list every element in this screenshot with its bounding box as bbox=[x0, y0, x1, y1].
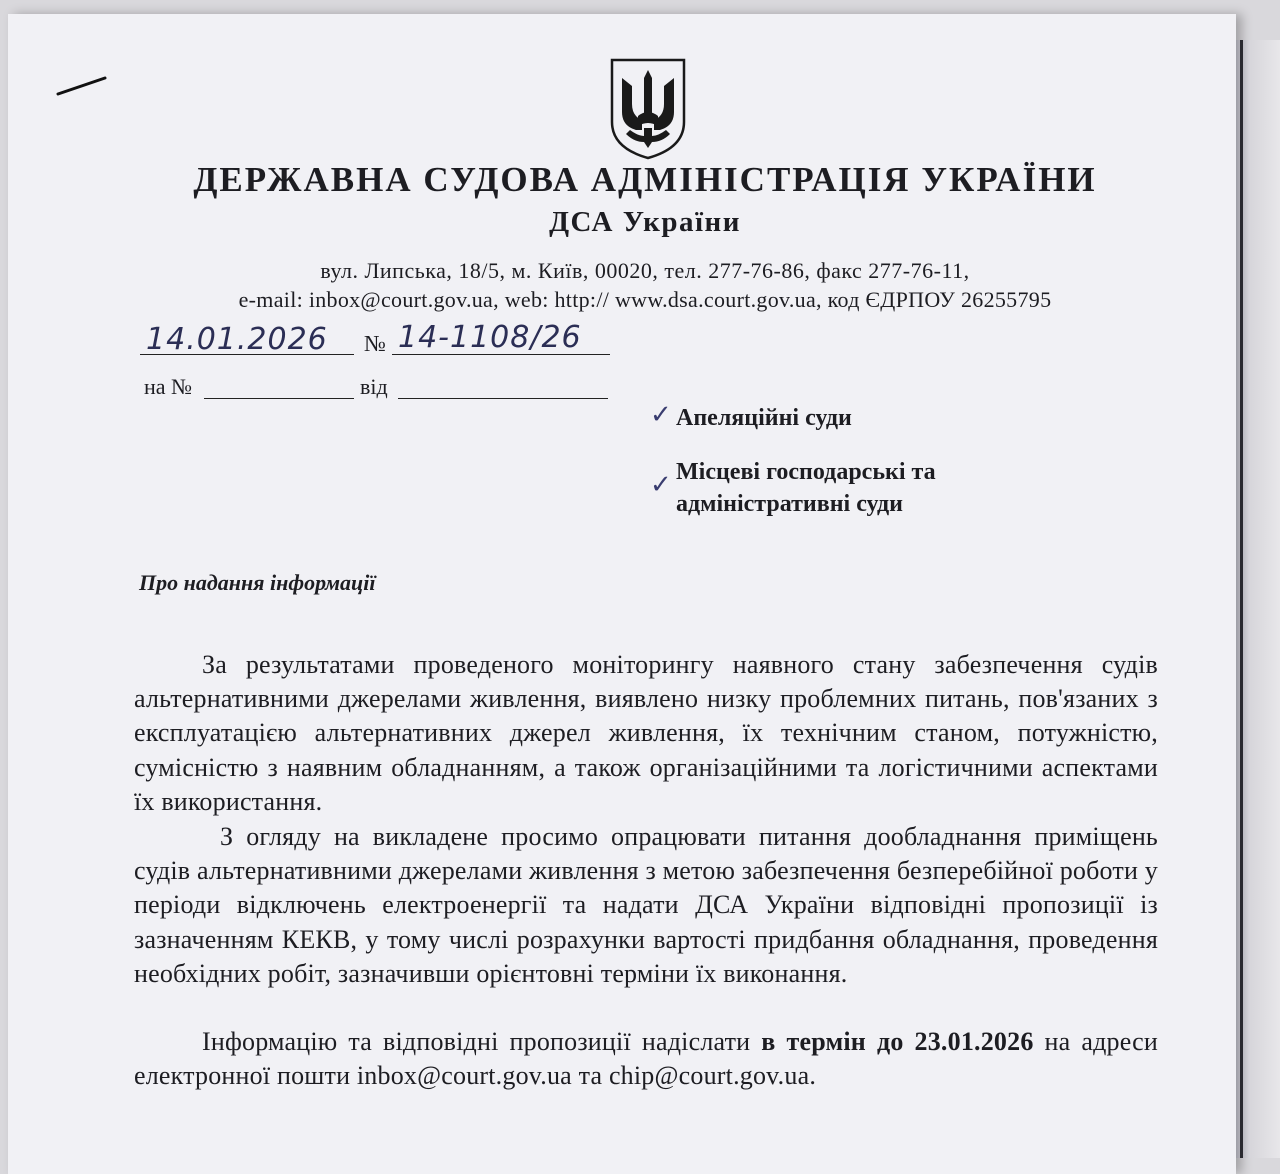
date-underline bbox=[140, 354, 354, 355]
recipient-local-courts: Місцеві господарські та адміністративні суди bbox=[676, 459, 936, 517]
organization-address: вул. Липська, 18/5, м. Київ, 00020, тел. 277-76-86, факс 277-76-11, bbox=[320, 258, 970, 283]
organization-short-name: ДСА України bbox=[549, 206, 741, 238]
reference-number-blank bbox=[204, 398, 354, 399]
handwritten-number: 14-1108/26 bbox=[398, 320, 582, 355]
body-paragraph-1: За результатами проведеного моніторингу наявного стану забезпечення судів альтернативними джерелами живлення, виявлено низку проблемних питань, пов'язаних з експлуатацією альтернативних джерел живлення, їх технічним станом, потужністю, сумісністю з наявним обладнанням, а також організаційними та логістичними аспектами їх використання. bbox=[134, 650, 1158, 816]
organization-contacts: e-mail: inbox@court.gov.ua, web: http:// www.dsa.court.gov.ua, код ЄДРПОУ 26255795 bbox=[238, 287, 1052, 312]
body-paragraph-2: З огляду на викладене просимо опрацювати питання дообладнання приміщень судів альтернативними джерелами живлення з метою забезпечення безперебійної роботи у періоди відключень електроенергії та надати ДСА України відповідні пропозиції із зазначенням КЕКВ, у тому числі розрахунки вартості придбання обладнання, проведення необхідних робіт, зазначивши орієнтовні терміни їх виконання. bbox=[134, 822, 1158, 988]
letter-subject: Про надання інформації bbox=[139, 570, 376, 595]
pen-stroke-mark bbox=[55, 74, 111, 98]
paragraph-3-end: адреси електронної пошти inbox@court.gov.ua та chip@court.gov.ua. bbox=[134, 1027, 1159, 1091]
reference-number-label: на № bbox=[144, 374, 193, 399]
number-underline bbox=[392, 354, 610, 355]
reference-from-label: від bbox=[360, 374, 388, 399]
number-label: № bbox=[364, 331, 386, 356]
deadline-text: в термін до 23.01.2026 bbox=[761, 1027, 1034, 1056]
checkmark-icon: ✓ bbox=[650, 470, 672, 500]
checkmark-icon: ✓ bbox=[650, 400, 672, 430]
body-paragraph-3 bbox=[134, 1025, 1158, 1093]
trident-coat-of-arms-icon bbox=[608, 56, 688, 162]
recipient-appeal-courts: Апеляційні суди bbox=[676, 405, 852, 431]
paragraph-3-start: Інформацію та відповідні пропозиції надіслати bbox=[202, 1027, 751, 1056]
handwritten-date: 14.01.2026 bbox=[146, 322, 328, 357]
organization-title: ДЕРЖАВНА СУДОВА АДМІНІСТРАЦІЯ УКРАЇНИ bbox=[193, 160, 1097, 199]
reference-date-blank bbox=[398, 398, 608, 399]
paragraph-3-mid: на bbox=[1044, 1027, 1071, 1056]
